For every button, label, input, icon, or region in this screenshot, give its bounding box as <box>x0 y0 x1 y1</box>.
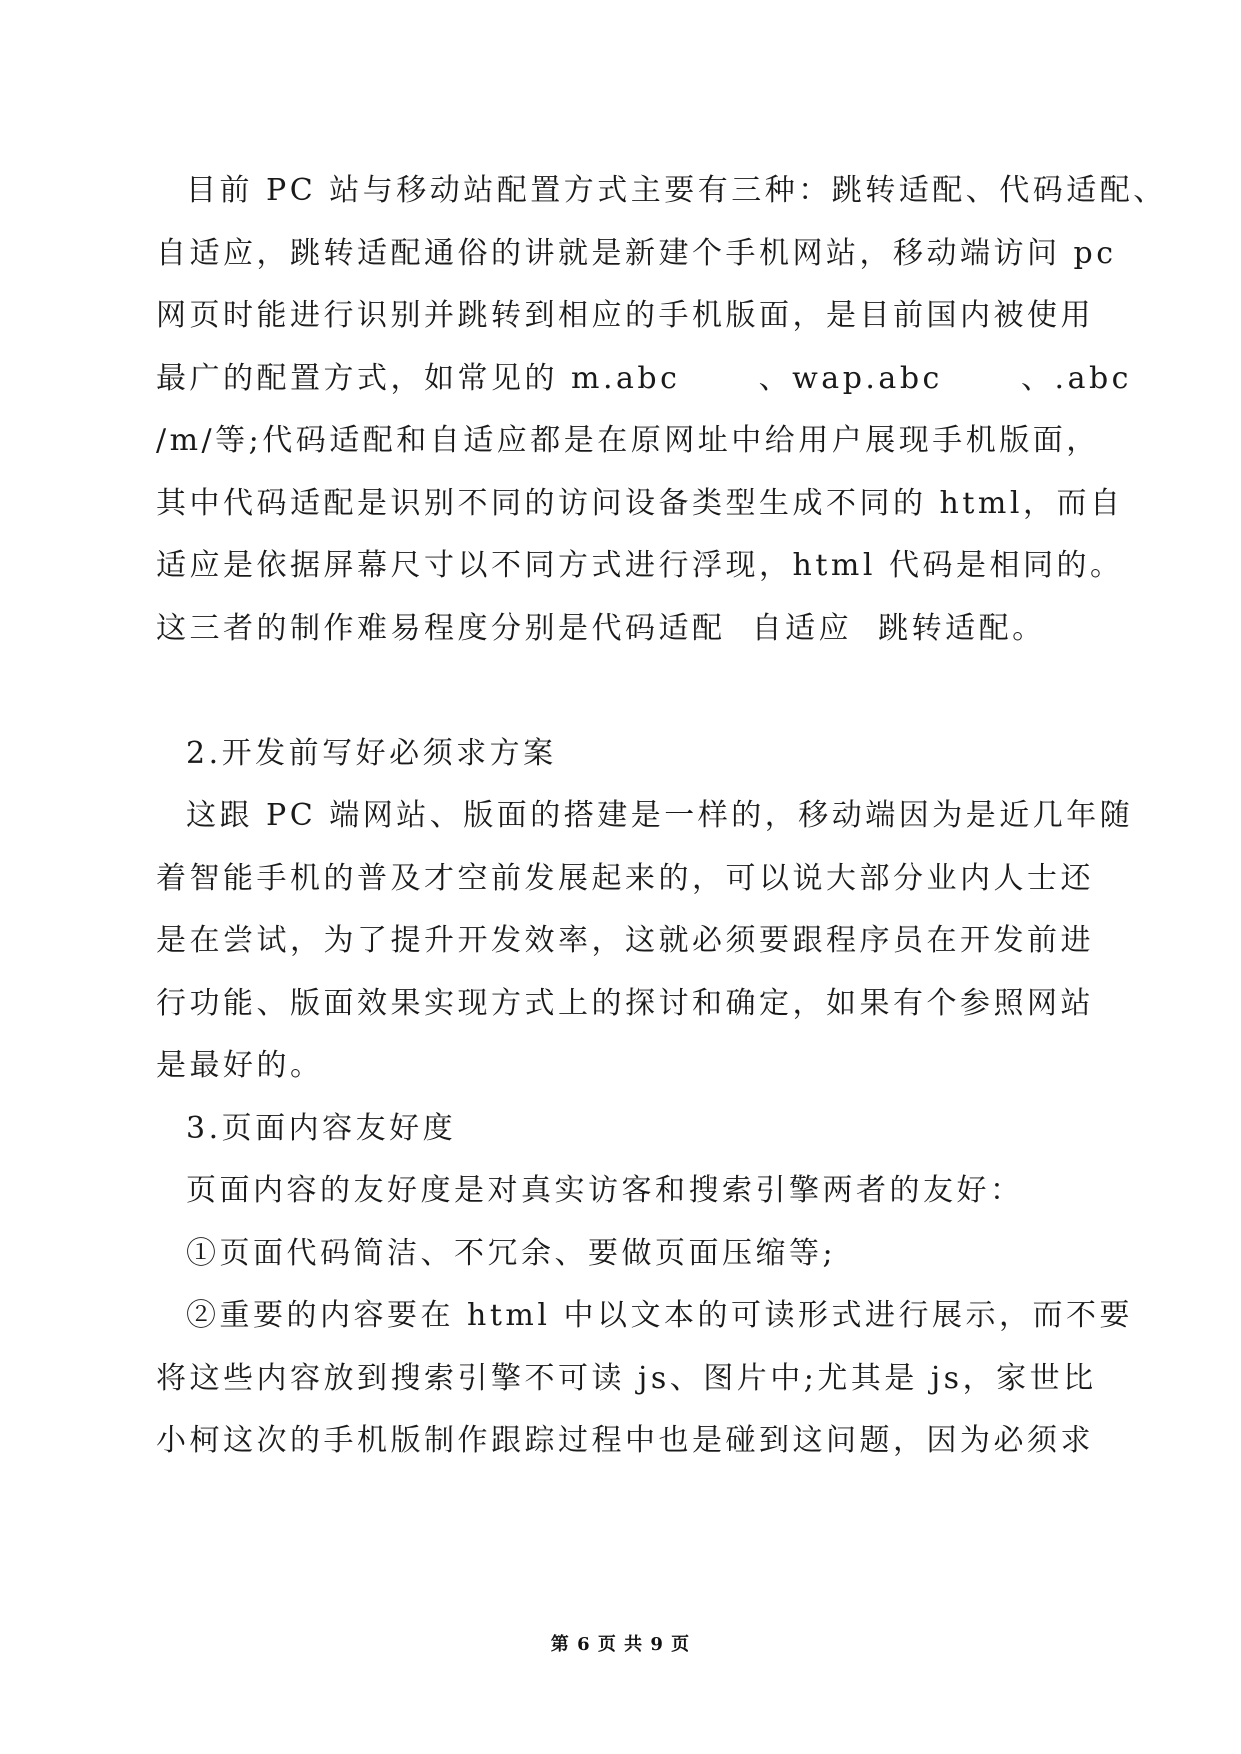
list-item: ①页面代码简洁、不冗余、要做页面压缩等; <box>186 1235 837 1271</box>
blank-line <box>156 660 1106 723</box>
paragraph-line: 将这些内容放到搜索引擎不可读 js、图片中;尤其是 js，家世比 <box>156 1360 1097 1396</box>
paragraph-line: 这三者的制作难易程度分别是代码适配 自适应 跳转适配。 <box>156 610 1046 646</box>
paragraph-line: 适应是依据屏幕尺寸以不同方式进行浮现，html 代码是相同的。 <box>156 548 1124 583</box>
paragraph-line: /m/等;代码适配和自适应都是在原网址中给用户展现手机版面， <box>156 423 1100 458</box>
paragraph-line: 这跟 PC 端网站、版面的搭建是一样的，移动端因为是近几年随 <box>186 798 1134 833</box>
paragraph-line: 页面内容的友好度是对真实访客和搜索引擎两者的友好： <box>186 1173 1024 1208</box>
section-heading-3: 3.页面内容友好度 <box>186 1110 457 1146</box>
paragraph-line: 网页时能进行识别并跳转到相应的手机版面，是目前国内被使用 <box>156 298 1094 333</box>
page-number-footer: 第 6 页 共 9 页 <box>550 1634 691 1655</box>
paragraph-line: 是最好的。 <box>156 1048 324 1083</box>
list-item: ②重要的内容要在 html 中以文本的可读形式进行展示，而不要 <box>186 1298 1133 1333</box>
paragraph-line: 最广的配置方式，如常见的 m.abc 、wap.abc 、.abc <box>156 360 1132 396</box>
paragraph-line: 是在尝试，为了提升开发效率，这就必须要跟程序员在开发前进 <box>156 923 1094 958</box>
paragraph-line: 自适应，跳转适配通俗的讲就是新建个手机网站，移动端访问 pc <box>156 235 1117 271</box>
paragraph-line: 其中代码适配是识别不同的访问设备类型生成不同的 html，而自 <box>156 485 1124 521</box>
paragraph-line: 行功能、版面效果实现方式上的探讨和确定，如果有个参照网站 <box>156 985 1094 1021</box>
paragraph-line: 小柯这次的手机版制作跟踪过程中也是碰到这问题，因为必须求 <box>156 1423 1094 1458</box>
section-heading-2: 2.开发前写好必须求方案 <box>186 735 557 771</box>
paragraph-line: 着智能手机的普及才空前发展起来的，可以说大部分业内人士还 <box>156 860 1094 896</box>
paragraph-line: 目前 PC 站与移动站配置方式主要有三种：跳转适配、代码适配、 <box>186 173 1167 208</box>
document-body <box>156 160 1167 1473</box>
